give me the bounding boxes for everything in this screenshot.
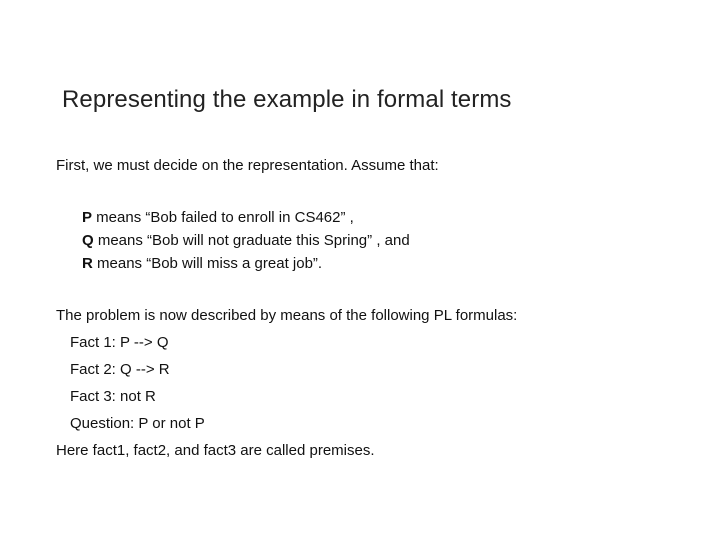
definition-text: means “Bob will miss a great job”. <box>92 255 323 272</box>
fact-3: Fact 3: not R <box>70 388 156 405</box>
definition-symbol: P <box>82 209 93 226</box>
conclusion-text: Here fact1, fact2, and fact3 are called premises. <box>56 442 375 459</box>
definition-r <box>82 252 410 275</box>
slide-title: Representing the example in formal terms <box>62 86 512 113</box>
definition-text: means “Bob will not graduate this Spring” , and <box>93 232 410 249</box>
intro-text: First, we must decide on the representation. Assume that: <box>56 157 439 174</box>
definition-q <box>82 229 410 252</box>
definition-symbol: Q <box>82 232 94 249</box>
fact-1: Fact 1: P --> Q <box>70 334 169 351</box>
problem-statement: The problem is now described by means of the following PL formulas: <box>56 307 518 324</box>
definitions-list <box>82 206 410 275</box>
definition-symbol: R <box>82 255 93 272</box>
question: Question: P or not P <box>70 415 205 432</box>
facts-list <box>70 334 205 442</box>
definition-p <box>82 206 410 229</box>
fact-2: Fact 2: Q --> R <box>70 361 170 378</box>
definition-text: means “Bob failed to enroll in CS462” , <box>92 209 354 226</box>
